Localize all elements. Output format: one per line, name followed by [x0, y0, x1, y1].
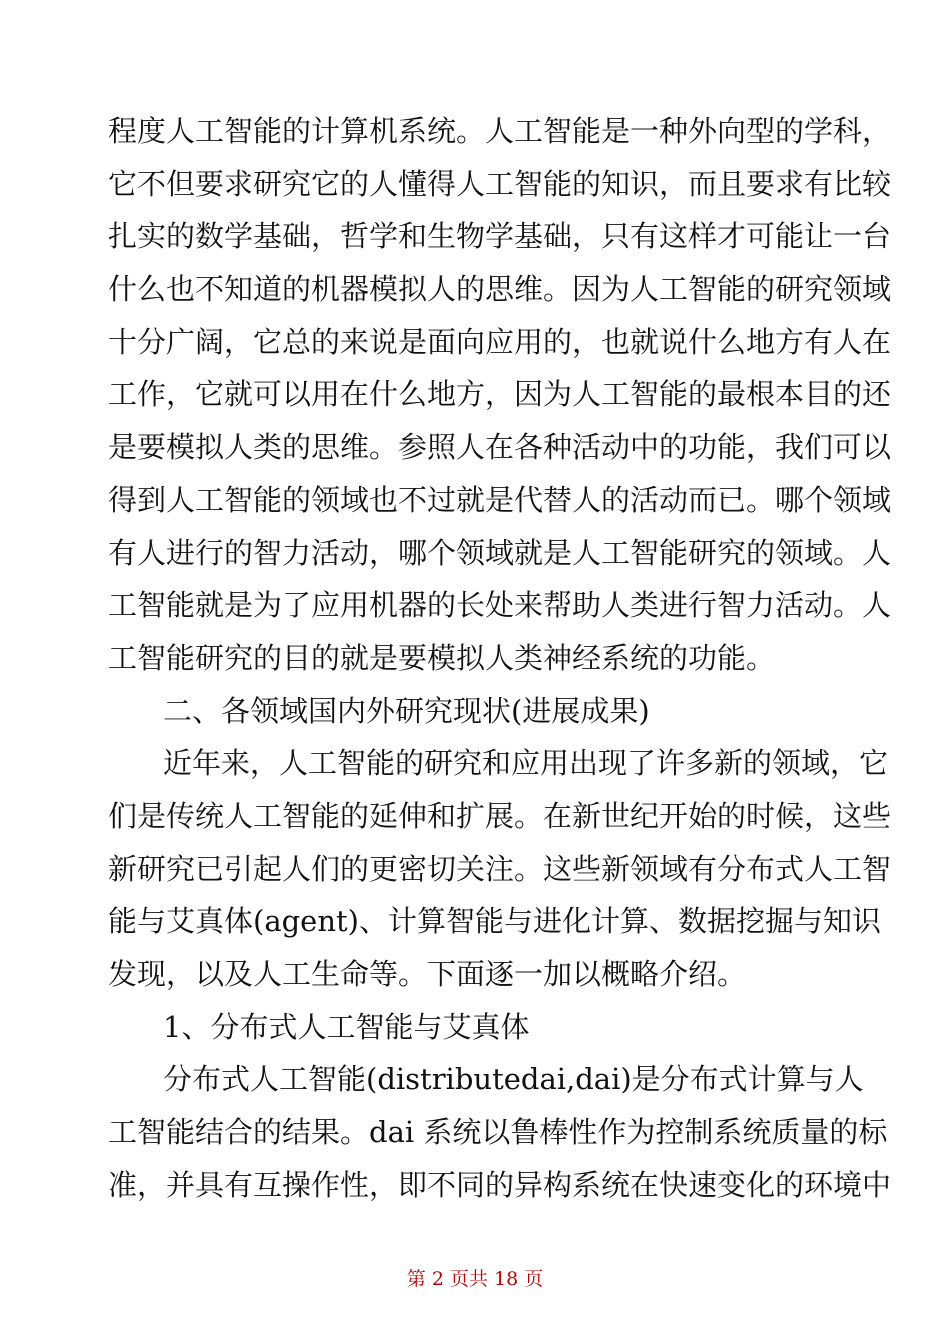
text-line: 是要模拟人类的思维。参照人在各种活动中的功能，我们可以 — [108, 430, 892, 465]
text-line: 十分广阔，它总的来说是面向应用的，也就说什么地方有人在 — [108, 324, 892, 359]
body-text — [108, 105, 892, 1211]
section-heading: 二、各领域国内外研究现状(进展成果) — [163, 693, 650, 728]
text-line: 们是传统人工智能的延伸和扩展。在新世纪开始的时候，这些 — [108, 798, 892, 833]
text-line: 新研究已引起人们的更密切关注。这些新领域有分布式人工智 — [108, 851, 892, 886]
subsection-heading: 1、分布式人工智能与艾真体 — [163, 1009, 530, 1044]
text-line: 得到人工智能的领域也不过就是代替人的活动而已。哪个领域 — [108, 482, 892, 517]
text-line: 近年来，人工智能的研究和应用出现了许多新的领域，它 — [163, 746, 889, 781]
text-line: 工智能结合的结果。dai 系统以鲁棒性作为控制系统质量的标 — [108, 1115, 888, 1150]
text-line: 分布式人工智能(distributedai,dai)是分布式计算与人 — [163, 1062, 864, 1097]
text-line: 工智能就是为了应用机器的长处来帮助人类进行智力活动。人 — [108, 588, 892, 623]
page-number-footer: 第 2 页共 18 页 — [406, 1268, 544, 1290]
text-line: 能与艾真体(agent)、计算智能与进化计算、数据挖掘与知识 — [108, 904, 881, 939]
text-line: 扎实的数学基础，哲学和生物学基础，只有这样才可能让一台 — [108, 219, 892, 254]
text-line: 什么也不知道的机器模拟人的思维。因为人工智能的研究领域 — [108, 272, 892, 307]
text-line: 程度人工智能的计算机系统。人工智能是一种外向型的学科， — [108, 114, 892, 148]
text-line: 工作，它就可以用在什么地方，因为人工智能的最根本目的还 — [108, 377, 892, 412]
text-line: 工智能研究的目的就是要模拟人类神经系统的功能。 — [108, 640, 776, 675]
text-line: 发现，以及人工生命等。下面逐一加以概略介绍。 — [108, 957, 747, 991]
text-line: 它不但要求研究它的人懂得人工智能的知识，而且要求有比较 — [108, 166, 892, 201]
text-line: 准，并具有互操作性，即不同的异构系统在快速变化的环境中 — [108, 1167, 892, 1202]
text-line: 有人进行的智力活动，哪个领域就是人工智能研究的领域。人 — [108, 535, 892, 570]
